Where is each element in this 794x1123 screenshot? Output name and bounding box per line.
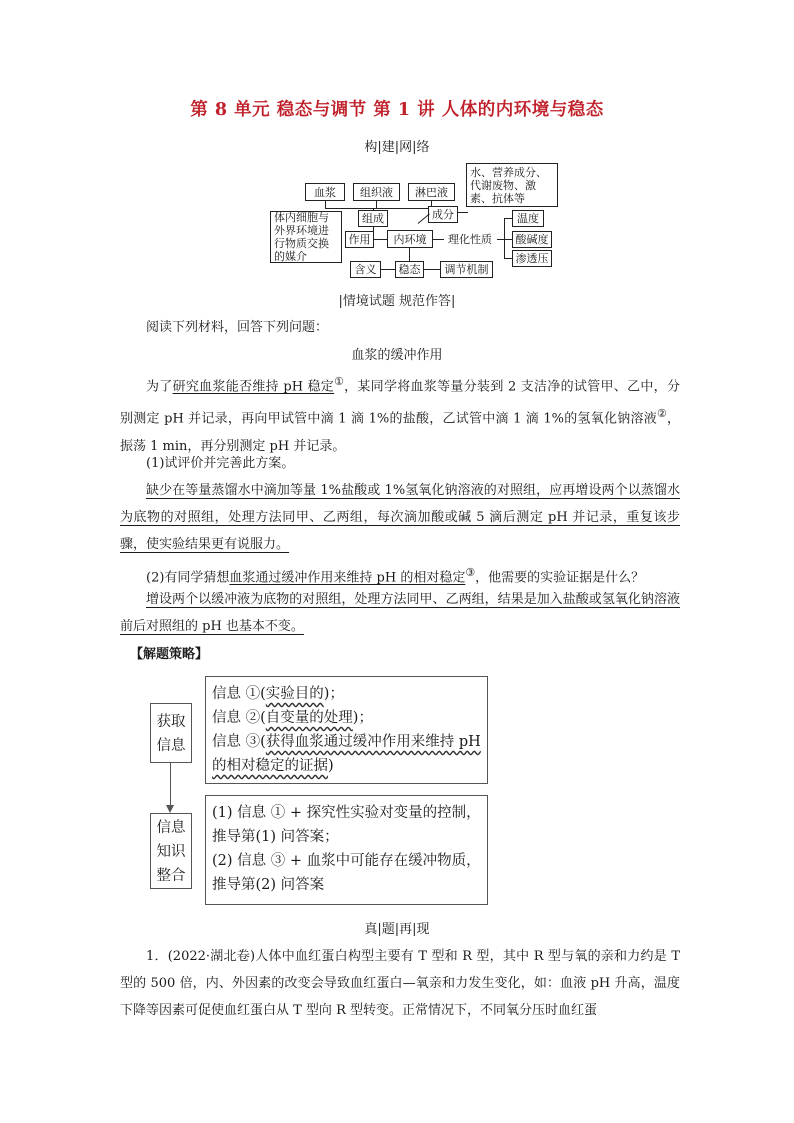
section-heading-scenario: |情境试题 规范作答| <box>338 294 456 309</box>
label-integrate: 信息知识整合 <box>150 813 192 889</box>
marker: ① <box>334 375 345 388</box>
connector <box>504 239 512 240</box>
connector <box>381 269 395 270</box>
text: ，某同学将血浆等量分装到 2 支洁净的试管甲、乙中，分别测定 pH 并记录，再向甲试管中滴 1 滴 1%的盐酸，乙试管中滴 1 滴 1%的氢氧化钠溶液 <box>120 379 680 427</box>
text: ) <box>328 758 334 774</box>
page-title: 第 8 单元 稳态与调节 第 1 讲 人体的内环境与稳态 <box>190 100 604 120</box>
text: )； <box>352 710 373 726</box>
exam-question-1: 1．(2022·湖北卷)人体中血红蛋白构型主要有 T 型和 R 型，其中 R 型与氧的亲和力约是 T 型的 500 倍，内、外因素的改变会导致血红蛋白—氧亲和力发生变化，如：血液 pH 升高，温度下降等因素可促使血红蛋白从 T 型向 R 型转变。正常情况下，不同氧分压时血红蛋 <box>120 949 680 1018</box>
integration-list <box>206 796 487 902</box>
intro-text: 阅读下列材料，回答下列问题： <box>146 320 329 335</box>
info-item-2 <box>212 706 481 730</box>
arrow-down-icon <box>166 805 174 813</box>
node-acidity: 酸碱度 <box>512 231 552 248</box>
info-item-3 <box>212 730 481 778</box>
concept-map <box>0 0 794 300</box>
connector <box>325 208 432 209</box>
node-meaning: 含义 <box>350 261 381 278</box>
node-components: 成分 <box>428 206 458 223</box>
text: 信息 ①( <box>212 686 266 702</box>
node-lymph: 淋巴液 <box>408 183 455 201</box>
text: (2)有同学猜想 <box>146 570 230 586</box>
strategy-title: 【解题策略】 <box>130 647 209 662</box>
integration-item-1: (1) 信息 ① + 探究性实验对变量的控制，推导第(1) 问答案； <box>212 805 481 845</box>
info-item-1 <box>212 682 481 706</box>
material-paragraph <box>120 368 680 460</box>
integration-item-2: (2) 信息 ③ + 血浆中可能存在缓冲物质，推导第(2) 问答案 <box>212 853 481 893</box>
node-physicochemical: 理化性质 <box>444 231 496 248</box>
node-role: 作用 <box>345 231 374 248</box>
info-list <box>206 677 487 783</box>
question-1: (1)试评价并完善此方案。 <box>146 456 295 471</box>
info-box <box>205 676 488 784</box>
node-composition-list: 水、营养成分、代谢废物、激素、抗体等 <box>466 163 558 207</box>
integration-box <box>205 795 488 905</box>
marker: ② <box>657 407 667 421</box>
section-heading-real: 真|题|再|现 <box>364 922 430 937</box>
text: 信息 ②( <box>212 710 266 726</box>
connector <box>458 212 468 213</box>
node-homeostasis: 稳态 <box>395 261 424 278</box>
connector <box>374 239 387 240</box>
node-temperature: 温度 <box>512 210 544 227</box>
connector <box>409 248 410 261</box>
marker: ③ <box>465 566 476 579</box>
text: ，振荡 1 min，再分别测定 pH 并记录。 <box>120 411 680 454</box>
node-function-desc: 体内细胞与外界环境进行物质交换的媒介 <box>270 211 342 263</box>
text: 信息 ③( <box>212 734 266 750</box>
underlined-text: 血浆通过缓冲作用来维持 pH 的相对稳定 <box>229 570 466 586</box>
wavy-text: 自变量的处理 <box>265 710 353 726</box>
underlined-text: 研究血浆能否维持 pH 稳定 <box>172 379 335 395</box>
connector <box>504 258 512 259</box>
connector <box>497 239 504 240</box>
node-osmotic-pressure: 渗透压 <box>512 250 552 267</box>
answer-1: 缺少在等量蒸馏水中滴加等量 1%盐酸或 1%氢氧化钠溶液的对照组，应再增设两个以蒸馏水为底物的对照组，处理方法同甲、乙两组，每次滴加酸或碱 5 滴后测定 pH 并记录，重复该步骤，使实验结果更有说服力。 <box>120 483 680 552</box>
node-tissue-fluid: 组织液 <box>353 183 400 201</box>
connector <box>424 269 440 270</box>
connector <box>504 218 505 258</box>
node-regulation: 调节机制 <box>440 261 493 278</box>
node-internal-environment: 内环境 <box>387 230 433 248</box>
label-get-info: 获取信息 <box>150 703 192 763</box>
text: )； <box>323 686 344 702</box>
arrow-line <box>170 763 171 805</box>
answer-2: 增设两个以缓冲液为底物的对照组，处理方法同甲、乙两组，结果是加入盐酸或氢氧化钠溶液前后对照组的 pH 也基本不变。 <box>120 592 680 634</box>
connector <box>504 218 512 219</box>
text: 为了 <box>146 379 173 395</box>
connector <box>433 239 444 240</box>
node-composition: 组成 <box>358 210 388 227</box>
node-plasma: 血浆 <box>305 183 345 201</box>
connector <box>373 208 374 211</box>
wavy-text: 获得血浆通过缓冲作用来维持 pH 的相对稳定的证据 <box>212 734 481 774</box>
wavy-text: 实验目的 <box>265 686 324 702</box>
section-heading-network: 构|建|网|络 <box>364 140 430 155</box>
text: ，他需要的实验证据是什么？ <box>475 570 645 586</box>
material-title: 血浆的缓冲作用 <box>351 348 443 363</box>
